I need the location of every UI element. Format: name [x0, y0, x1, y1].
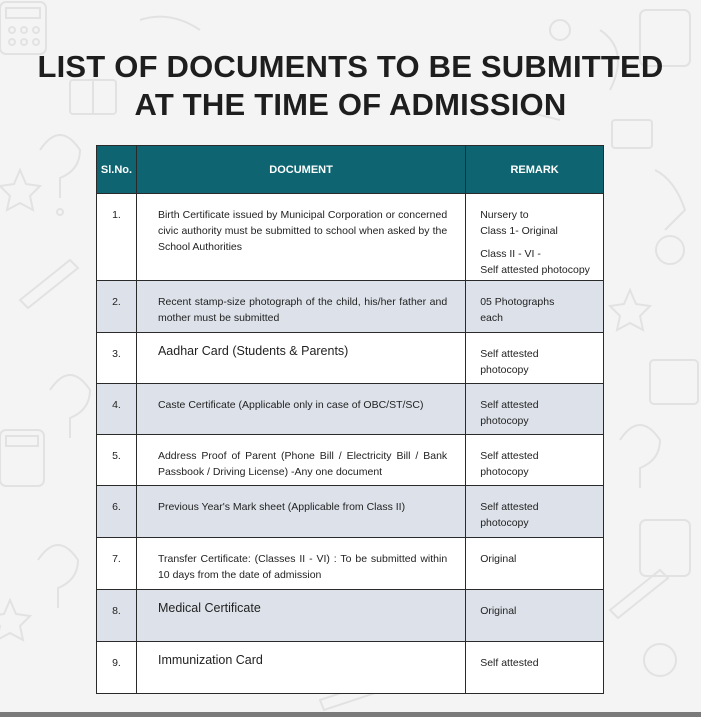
row-slno: 3.	[97, 333, 137, 384]
table-row	[97, 486, 604, 538]
page-title	[0, 48, 701, 124]
bottom-divider	[0, 712, 701, 717]
table-row	[97, 538, 604, 590]
row-document: Previous Year's Mark sheet (Applicable from Class II)	[136, 486, 465, 538]
row-slno: 4.	[97, 384, 137, 435]
row-slno: 6.	[97, 486, 137, 538]
remark-line: Nursery to Class 1- Original	[480, 209, 558, 237]
row-document: Aadhar Card (Students & Parents)	[136, 333, 465, 384]
row-document: Birth Certificate issued by Municipal Corporation or concerned civic authority must be submitted to school when asked by the School Authorities	[136, 194, 465, 281]
row-slno: 8.	[97, 590, 137, 642]
row-document: Address Proof of Parent (Phone Bill / Electricity Bill / Bank Passbook / Driving License) -Any one document	[136, 435, 465, 486]
row-remark: Original	[466, 538, 604, 590]
header-remark: REMARK	[466, 146, 604, 194]
remark-line: Class II - VI - Self attested photocopy	[480, 248, 590, 276]
row-remark: Self attested photocopy	[466, 333, 604, 384]
table-row	[97, 435, 604, 486]
table-row	[97, 642, 604, 694]
header-slno: Sl.No.	[97, 146, 137, 194]
row-remark: Self attested photocopy	[466, 384, 604, 435]
table-row	[97, 281, 604, 333]
row-slno: 2.	[97, 281, 137, 333]
row-remark: Self attested	[466, 642, 604, 694]
page-title-line-1: LIST OF DOCUMENTS TO BE SUBMITTED	[37, 49, 664, 84]
row-document: Caste Certificate (Applicable only in case of OBC/ST/SC)	[136, 384, 465, 435]
row-document: Medical Certificate	[136, 590, 465, 642]
table-row	[97, 333, 604, 384]
row-document: Transfer Certificate: (Classes II - VI) : To be submitted within 10 days from the date of admission	[136, 538, 465, 590]
table-header-row	[97, 146, 604, 194]
row-remark: Original	[466, 590, 604, 642]
page-title-line-2: AT THE TIME OF ADMISSION	[134, 87, 567, 122]
row-slno: 9.	[97, 642, 137, 694]
row-remark: Self attested photocopy	[466, 486, 604, 538]
table-row	[97, 194, 604, 281]
row-slno: 5.	[97, 435, 137, 486]
row-remark: 05 Photographs each	[466, 281, 604, 333]
documents-table	[96, 145, 604, 694]
row-document: Recent stamp-size photograph of the child, his/her father and mother must be submitted	[136, 281, 465, 333]
row-remark: Self attested photocopy	[466, 435, 604, 486]
row-remark	[466, 194, 604, 281]
row-slno: 7.	[97, 538, 137, 590]
header-document: DOCUMENT	[136, 146, 465, 194]
row-document: Immunization Card	[136, 642, 465, 694]
table-row	[97, 384, 604, 435]
row-slno: 1.	[97, 194, 137, 281]
table-row	[97, 590, 604, 642]
